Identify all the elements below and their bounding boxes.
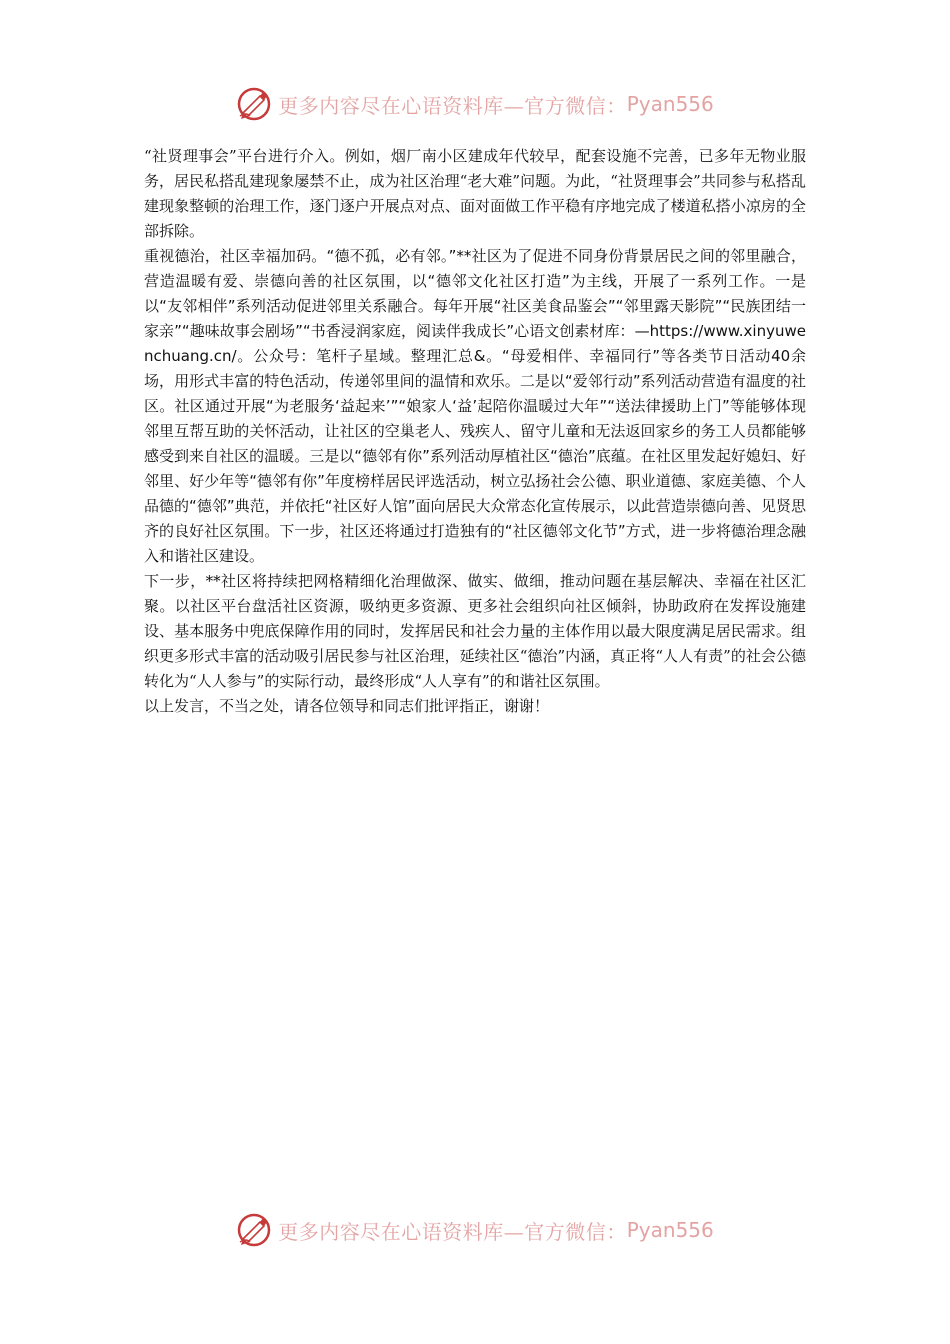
pen-logo-icon — [236, 86, 272, 122]
pen-logo-icon — [236, 1212, 272, 1248]
footer-banner-text: 更多内容尽在心语资料库—官方微信： — [278, 1219, 627, 1244]
paragraph-3: 下一步，**社区将持续把网格精细化治理做深、做实、做细，推动问题在基层解决、幸福在社区汇聚。以社区平台盘活社区资源，吸纳更多资源、更多社会组织向社区倾斜，协助政府在发挥设施建设、基本服务中兜底保障作用的同时，发挥居民和社会力量的主体作用以最大限度满足居民需求。组织更多形式丰富的活动吸引居民参与社区治理，延续社区“德治”内涵，真正将“人人有责”的社会公德转化为“人人参与”的实际行动，最终形成“人人享有”的和谐社区氛围。 — [144, 572, 806, 690]
header-banner-text: 更多内容尽在心语资料库—官方微信： — [278, 93, 627, 118]
paragraph-4: 以上发言，不当之处，请各位领导和同志们批评指正，谢谢！ — [144, 697, 550, 715]
paragraph-1: “社贤理事会”平台进行介入。例如，烟厂南小区建成年代较早，配套设施不完善，已多年无物业服务，居民私搭乱建现象屡禁不止，成为社区治理“老大难”问题。为此，“社贤理事会”共同参与私搭乱建现象整顿的治理工作，逐门逐户开展点对点、面对面做工作平稳有序地完成了楼道私搭小凉房的全部拆除。 — [144, 147, 806, 240]
footer-wechat-id: Pyan556 — [626, 1218, 714, 1242]
footer-banner — [0, 1208, 950, 1252]
paragraph-2: 重视德治，社区幸福加码。“德不孤，必有邻。”**社区为了促进不同身份背景居民之间的邻里融合，营造温暖有爱、崇德向善的社区氛围，以“德邻文化社区打造”为主线，开展了一系列工作。一是以“友邻相伴”系列活动促进邻里关系融合。每年开展“社区美食品鉴会”“邻里露天影院”“民族团结一家亲”“趣味故事会剧场”“书香浸润家庭，阅读伴我成长”心语文创素材库：—https://www.xinyuwenchuang.cn/。公众号：笔杆子星域。整理汇总&。“母爱相伴、幸福同行”等各类节日活动40余场，用形式丰富的特色活动，传递邻里间的温情和欢乐。二是以“爱邻行动”系列活动营造有温度的社区。社区通过开展“为老服务‘益起来’”“娘家人‘益’起陪你温暖过大年”“送法律援助上门”等能够体现邻里互帮互助的关怀活动，让社区的空巢老人、残疾人、留守儿童和无法返回家乡的务工人员都能够感受到来自社区的温暖。三是以“德邻有你”系列活动厚植社区“德治”底蕴。在社区里发起好媳妇、好邻里、好少年等“德邻有你”年度榜样居民评选活动，树立弘扬社会公德、职业道德、家庭美德、个人品德的“德邻”典范，并依托“社区好人馆”面向居民大众常态化宣传展示，以此营造崇德向善、见贤思齐的良好社区氛围。下一步，社区还将通过打造独有的“社区德邻文化节”方式，进一步将德治理念融入和谐社区建设。 — [144, 247, 806, 565]
document-body — [144, 144, 806, 719]
header-banner — [0, 82, 950, 126]
header-wechat-id: Pyan556 — [626, 92, 714, 116]
